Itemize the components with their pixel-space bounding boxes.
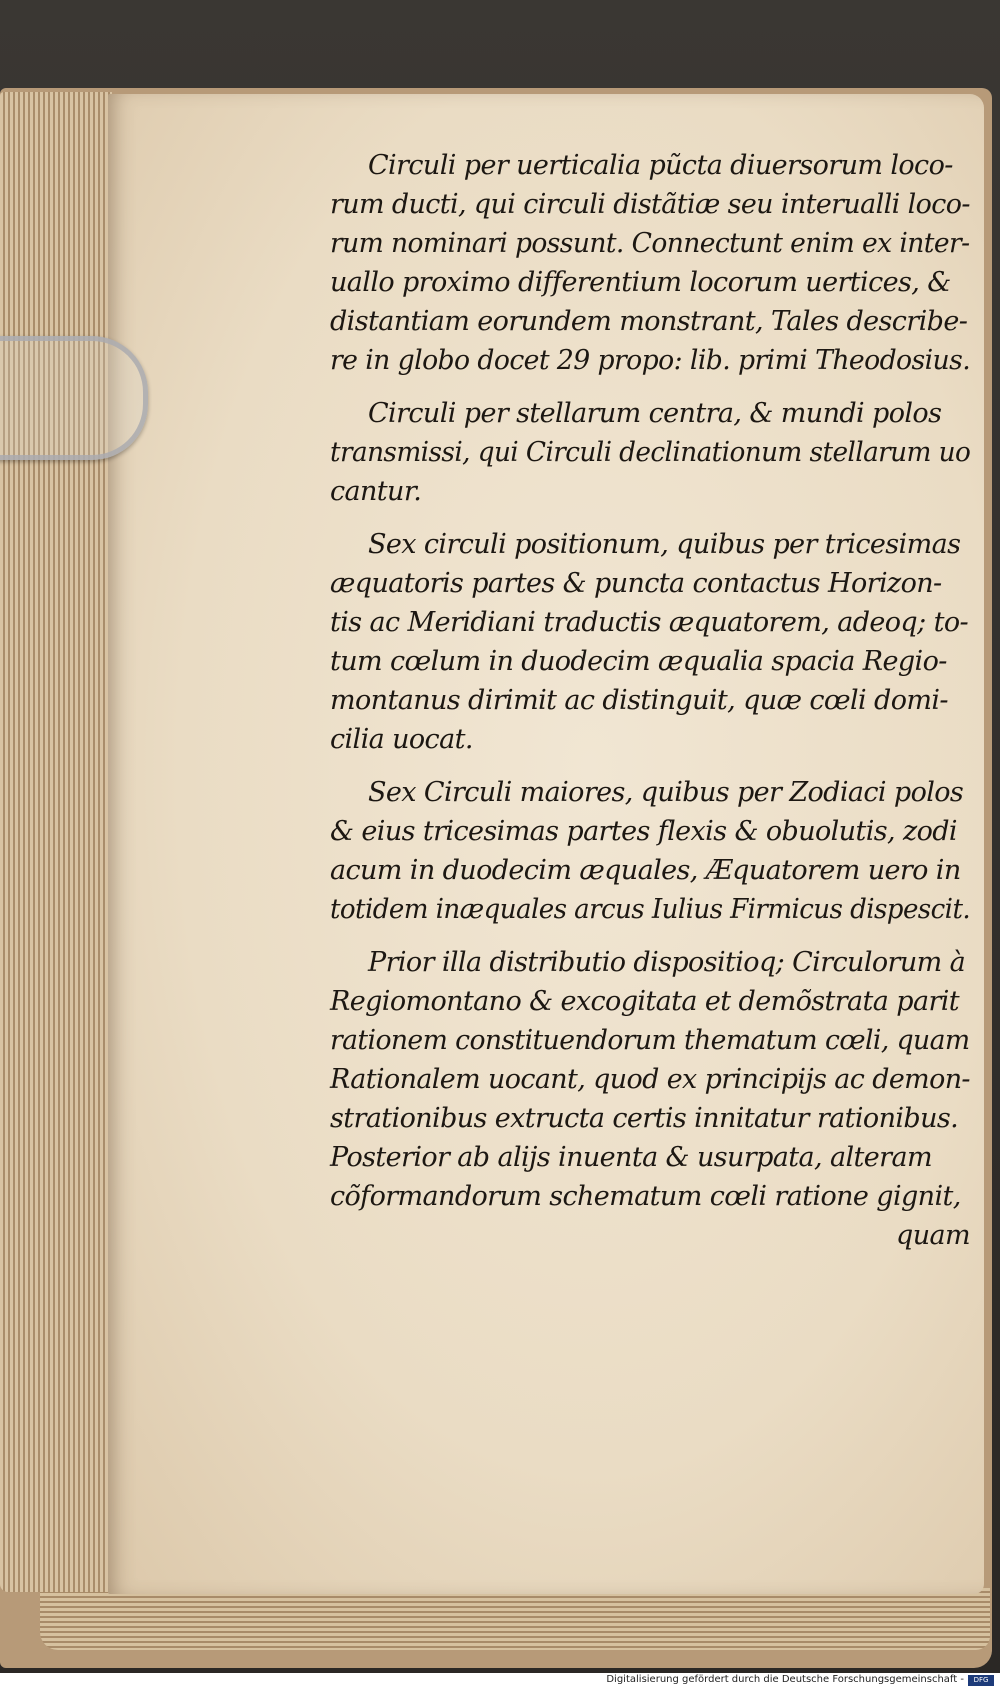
text-line: tis ac Meridiani traductis æquatorem, adeoq; to-: [330, 607, 969, 638]
text-line: & eius tricesimas partes flexis & obuolutis, zodi: [330, 816, 957, 847]
text-line: rum nominari possunt. Connectunt enim ex inter-: [330, 228, 970, 259]
paragraph-5: [330, 943, 970, 1255]
text-line: Circuli per uerticalia pũcta diuersorum loco-: [368, 150, 953, 181]
text-line: cilia uocat.: [330, 724, 473, 755]
text-line: Circuli per stellarum centra, & mundi polos: [368, 398, 942, 429]
text-line: re in globo docet 29 propo: lib. primi Theodosius.: [330, 345, 971, 376]
paragraph-4: [330, 773, 970, 929]
text-line: uallo proximo differentium locorum uertices, &: [330, 267, 951, 298]
paper-clip: [0, 336, 148, 460]
text-line: transmissi, qui Circuli declinationum stellarum uo: [330, 437, 971, 468]
paragraph-3: [330, 525, 970, 759]
digitization-footer: [0, 1673, 1000, 1689]
text-line: æquatoris partes & puncta contactus Horizon-: [330, 568, 942, 599]
text-line: Regiomontano & excogitata et demõstrata parit: [330, 986, 960, 1017]
text-line: rum ducti, qui circuli distãtiæ seu interualli loco-: [330, 189, 970, 220]
text-line: Sex circuli positionum, quibus per tricesimas: [368, 529, 961, 560]
text-line: cantur.: [330, 476, 422, 507]
text-line: strationibus extructa certis innitatur rationibus.: [330, 1103, 959, 1134]
text-line: Posterior ab alijs inuenta & usurpata, alteram: [330, 1142, 932, 1173]
text-line: tum cœlum in duodecim æqualia spacia Regio-: [330, 646, 947, 677]
paragraph-1: [330, 146, 970, 380]
text-line: cõformandorum schematum cœli ratione gignit,: [330, 1181, 961, 1212]
text-line: Rationalem uocant, quod ex principijs ac demon-: [330, 1064, 970, 1095]
text-line: totidem inæquales arcus Iulius Firmicus dispescit.: [330, 894, 971, 925]
text-line: montanus dirimit ac distinguit, quæ cœli domi-: [330, 685, 948, 716]
catchword: quam: [896, 1220, 970, 1251]
text-line: rationem constituendorum thematum cœli, quam: [330, 1025, 970, 1056]
paragraph-2: [330, 394, 970, 511]
text-line: Sex Circuli maiores, quibus per Zodiaci polos: [368, 777, 964, 808]
page-edges-left: [0, 92, 112, 1592]
text-line: acum in duodecim æquales, Æquatorem uero in: [330, 855, 961, 886]
dfg-logo: DFG: [968, 1675, 994, 1686]
text-line: distantiam eorundem monstrant, Tales describe-: [330, 306, 968, 337]
footer-credit: Digitalisierung gefördert durch die Deutsche Forschungsgemeinschaft -: [606, 1674, 964, 1685]
page-edges-bottom: [40, 1588, 990, 1650]
page-text: [330, 146, 970, 1269]
text-line: Prior illa distributio dispositioq; Circulorum à: [368, 947, 966, 978]
